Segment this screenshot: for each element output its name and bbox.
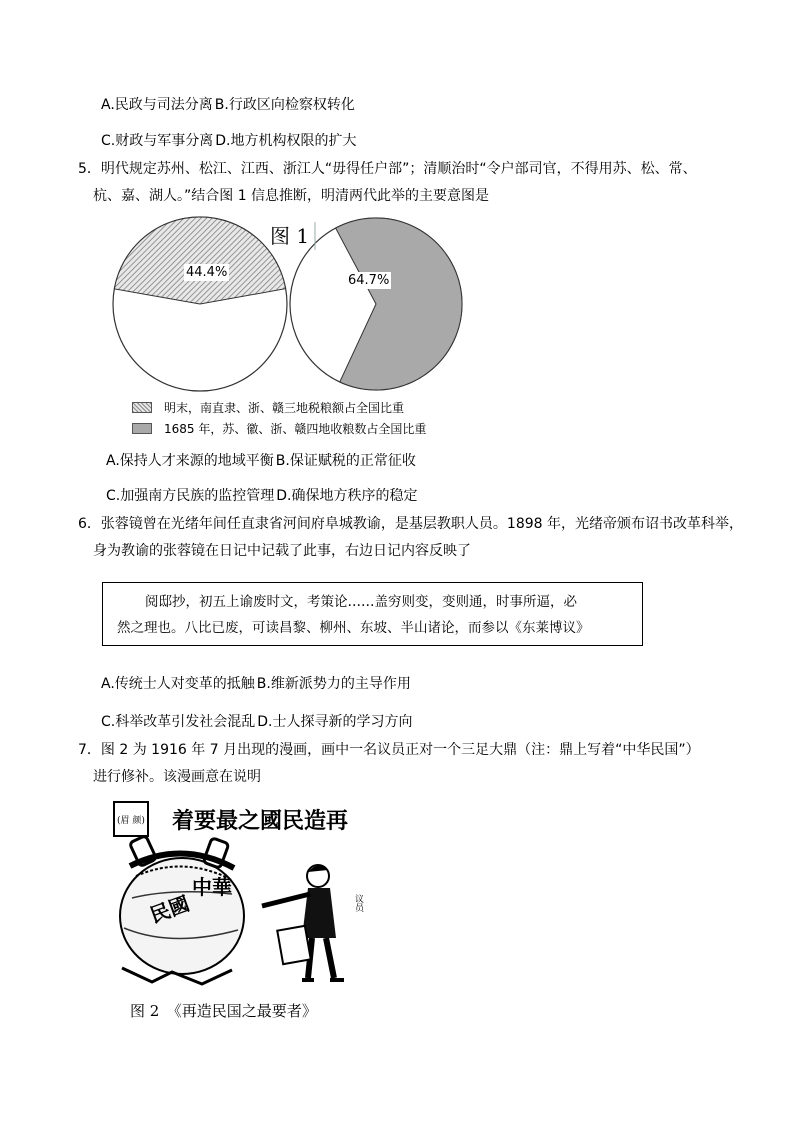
q5-options-row2 [106, 487, 417, 505]
q6-option-c: C.科举改革引发社会混乱 [101, 714, 256, 730]
cartoon-side-label: 议员 [353, 894, 363, 912]
pie1-percent-label: 44.4% [186, 265, 228, 280]
q5-options-row1 [106, 452, 416, 470]
diary-excerpt-box [102, 582, 643, 646]
q5-option-a: A.保持人才来源的地域平衡 [106, 453, 274, 469]
q6-options-row2 [101, 713, 412, 731]
q5-stem-line1 [78, 160, 697, 178]
hatch-swatch-icon [132, 402, 152, 413]
q7-stem-line2: 进行修补。该漫画意在说明 [93, 769, 261, 785]
grey-swatch-icon [132, 423, 152, 434]
q6-options-row1 [101, 675, 411, 693]
q6-option-a: A.传统士人对变革的抵触 [101, 676, 255, 692]
figure-2-cartoon [112, 798, 372, 994]
q4-option-c: C.财政与军事分离 [101, 133, 214, 149]
q4-option-b: B.行政区向检察权转化 [214, 97, 355, 113]
q6-stem-line2: 身为教谕的张蓉镜在日记中记载了此事，右边日记内容反映了 [93, 543, 471, 559]
pie2-percent-label: 64.7% [348, 273, 390, 288]
legend-label-1685: 1685 年，苏、徽、浙、赣四地收粮数占全国比重 [164, 422, 427, 436]
q4-option-a: A.民政与司法分离 [101, 97, 213, 113]
figure-1 [112, 216, 472, 438]
diary-line2: 然之理也。八比已废，可读昌黎、柳州、东坡、半山诸论，而参以《东莱博议》 [117, 620, 590, 636]
svg-text:民國: 民國 [146, 891, 193, 928]
q7-stem-line1 [78, 741, 700, 759]
figure-2-caption: 图 2 《再造民国之最要者》 [130, 1002, 317, 1020]
q5-option-c: C.加强南方民族的监控管理 [106, 488, 275, 504]
q4-options-row1 [101, 96, 355, 114]
q4-options-row2 [101, 132, 356, 150]
svg-text:中華: 中華 [192, 875, 232, 899]
diary-line1: 阅邸抄，初五上谕废时文，考策论……盖穷则变，变则通，时事所逼，必 [145, 594, 577, 610]
cartoon-drawing [112, 798, 372, 994]
q7-stem-text1: 图 2 为 1916 年 7 月出现的漫画，画中一名议员正对一个三足大鼎（注：鼎上写着“中华民国”） [100, 742, 700, 758]
pie-slice-ming [114, 217, 285, 304]
q5-stem-line2: 杭、嘉、湖人。”结合图 1 信息推断，明清两代此举的主要意图是 [93, 188, 490, 204]
q5-option-b: B.保证赋税的正常征收 [275, 453, 416, 469]
q6-stem-text1: 张蓉镜曾在光绪年间任直隶省河间府阜城教谕，是基层教职人员。1898 年，光绪帝颁布诏书改革科举， [100, 516, 743, 532]
q5-number: 5． [78, 161, 101, 177]
cartoon-corner-label: (眉 颜) [117, 816, 145, 826]
q5-option-d: D.确保地方秩序的稳定 [276, 488, 418, 504]
legend-item-ming [132, 399, 404, 416]
legend-item-1685 [132, 420, 426, 437]
q5-stem-text1: 明代规定苏州、松江、江西、浙江人“毋得任户部”；清顺治时“令户部司官，不得用苏、松、常、 [100, 161, 697, 177]
pie-chart-1685 [290, 218, 462, 390]
pie-chart-ming [113, 217, 287, 391]
cartoon-title: 着要最之國民造再 [171, 808, 349, 834]
q6-stem-line1 [78, 515, 743, 533]
q6-option-b: B.维新派势力的主导作用 [256, 676, 411, 692]
legend-label-ming: 明末，南直隶、浙、赣三地税粮额占全国比重 [164, 401, 405, 415]
q4-option-d: D.地方机构权限的扩大 [215, 133, 357, 149]
q6-option-d: D.士人探寻新的学习方向 [257, 714, 413, 730]
figure-1-title: 图 1 [270, 224, 310, 248]
q6-number: 6． [78, 516, 101, 532]
q7-number: 7． [78, 742, 101, 758]
